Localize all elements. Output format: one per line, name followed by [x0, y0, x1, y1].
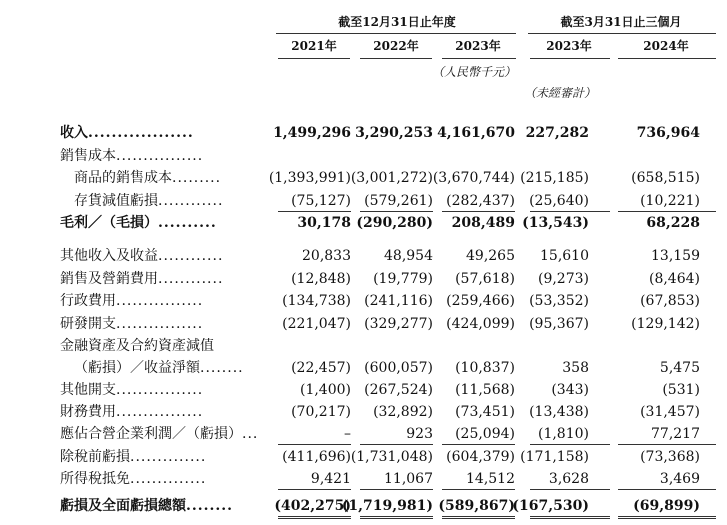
group-header-q1-rule [528, 33, 716, 34]
row-leader-dots: ................ [116, 382, 204, 398]
value-cell: (9,273) [537, 271, 589, 287]
value-cell: (171,158) [520, 449, 589, 465]
row-leader-dots: ................ [116, 293, 204, 309]
value-cell: (1,393,991) [268, 170, 351, 186]
value-cell: 358 [562, 360, 589, 376]
total-double-rule [530, 516, 610, 519]
year-header-2023: 2023年 [455, 39, 501, 53]
value-cell: (25,094) [455, 426, 515, 442]
year-header-2023-q1: 2023年 [546, 39, 592, 53]
value-cell: (69,899) [633, 498, 700, 514]
value-cell: 227,282 [525, 125, 589, 141]
row-label-text: 行政費用 [60, 293, 116, 309]
value-cell: 3,469 [659, 471, 700, 487]
subtotal-rule [278, 489, 351, 490]
total-double-rule [278, 516, 351, 519]
value-cell: (604,379) [446, 449, 515, 465]
group-header-q1: 截至3月31日止三個月 [560, 15, 682, 29]
value-cell: (31,457) [640, 404, 700, 420]
row-label-text: 銷售成本 [60, 148, 116, 164]
row-label-text: 所得稅抵免 [60, 471, 130, 487]
value-cell: (531) [662, 382, 700, 398]
year-header-2021: 2021年 [291, 39, 337, 53]
group-header-fy: 截至12月31日止年度 [338, 15, 456, 29]
table-row [0, 495, 727, 517]
value-cell: (579,261) [364, 193, 433, 209]
row-label-text: 除稅前虧損 [60, 449, 130, 465]
value-cell: (73,368) [640, 449, 700, 465]
value-cell: 9,421 [310, 471, 351, 487]
value-cell: (25,640) [529, 193, 589, 209]
year-rule-2023 [442, 58, 516, 59]
value-cell: (134,738) [282, 293, 351, 309]
row-leader-dots: .......... [158, 215, 217, 231]
value-cell: (13,543) [522, 215, 589, 231]
value-cell: 736,964 [636, 125, 700, 141]
subtotal-rule [442, 444, 515, 445]
value-cell: (95,367) [529, 316, 589, 332]
value-cell: (1,719,981) [341, 498, 433, 514]
value-cell: (10,837) [455, 360, 515, 376]
value-cell: (215,185) [520, 170, 589, 186]
value-cell: (3,001,272) [350, 170, 433, 186]
year-rule-2024-q1 [618, 58, 716, 59]
subtotal-rule [360, 489, 433, 490]
subtotal-rule [278, 444, 351, 445]
value-cell: 20,833 [302, 248, 351, 264]
row-label-text: 銷售及營銷費用 [60, 271, 158, 287]
row-leader-dots: ................ [116, 316, 204, 332]
value-cell: (1,400) [299, 382, 351, 398]
table-row [0, 290, 727, 312]
value-cell: 14,512 [466, 471, 515, 487]
value-cell: (3,670,744) [432, 170, 515, 186]
unaudited-note: （未經審計） [524, 86, 597, 100]
value-cell: (267,524) [364, 382, 433, 398]
value-cell: 4,161,670 [437, 125, 515, 141]
value-cell: (329,277) [364, 316, 433, 332]
value-cell: (11,568) [455, 382, 515, 398]
year-rule-2023-q1 [530, 58, 610, 59]
value-cell: (1,810) [537, 426, 589, 442]
value-cell: (22,457) [291, 360, 351, 376]
year-rule-2021 [278, 58, 350, 59]
row-label-text: 其他收入及收益 [60, 248, 158, 264]
table-row [0, 167, 727, 189]
value-cell: 11,067 [384, 471, 433, 487]
row-label-text: 財務費用 [60, 404, 116, 420]
row-label-text: 研發開支 [60, 316, 116, 332]
row-leader-dots: ... [242, 426, 259, 442]
value-cell: 3,290,253 [355, 125, 433, 141]
value-cell: 49,265 [466, 248, 515, 264]
row-leader-dots: .................. [88, 125, 194, 141]
group-header-fy-rule [276, 33, 516, 34]
value-cell: (343) [551, 382, 589, 398]
currency-note: （人民幣千元） [432, 65, 517, 79]
row-leader-dots: .............. [130, 471, 207, 487]
value-cell: (282,437) [446, 193, 515, 209]
value-cell: (73,451) [455, 404, 515, 420]
row-leader-dots: ............ [158, 248, 224, 264]
row-label-text: 金融資產及合約資產減值 [60, 338, 214, 354]
subtotal-rule [618, 489, 716, 490]
table-row [0, 212, 727, 234]
table-row [0, 446, 727, 468]
row-label-text: （虧損）／收益淨額 [74, 360, 200, 376]
table-row [0, 313, 727, 335]
value-cell [479, 335, 589, 357]
row-leader-dots: ............ [158, 193, 224, 209]
row-leader-dots: ......... [172, 170, 222, 186]
table-row [0, 379, 727, 401]
value-cell: (402,275) [274, 498, 351, 514]
value-cell: 15,610 [540, 248, 589, 264]
subtotal-rule [530, 489, 610, 490]
table-row [0, 335, 727, 357]
row-leader-dots: ........ [186, 498, 233, 514]
row-label-text: 毛利／（毛損） [60, 215, 158, 231]
subtotal-rule [360, 444, 433, 445]
value-cell: 68,228 [646, 215, 700, 231]
total-double-rule [360, 516, 433, 519]
table-row [0, 423, 727, 445]
value-cell: (290,280) [356, 215, 433, 231]
total-double-rule [442, 516, 515, 519]
row-label-text: 商品的銷售成本 [74, 170, 172, 186]
value-cell: (589,867) [438, 498, 515, 514]
value-cell: 3,628 [548, 471, 589, 487]
value-cell: (658,515) [631, 170, 700, 186]
year-header-2022: 2022年 [373, 39, 419, 53]
value-cell: (129,142) [631, 316, 700, 332]
value-cell [479, 145, 589, 167]
row-label-text: 應佔合營企業利潤／（虧損） [60, 426, 242, 442]
value-cell: 30,178 [297, 215, 351, 231]
value-cell: (221,047) [282, 316, 351, 332]
value-cell: (57,618) [455, 271, 515, 287]
value-cell: (75,127) [291, 193, 351, 209]
value-cell: 13,159 [651, 248, 700, 264]
value-cell: (411,696) [282, 449, 351, 465]
value-cell: (70,217) [291, 404, 351, 420]
row-leader-dots: ........ [200, 360, 244, 376]
row-leader-dots: ............ [158, 271, 224, 287]
value-cell: (8,464) [648, 271, 700, 287]
table-row [0, 122, 727, 144]
row-leader-dots: ................ [116, 404, 204, 420]
value-cell: 208,489 [451, 215, 515, 231]
value-cell: 48,954 [384, 248, 433, 264]
value-cell: 923 [406, 426, 433, 442]
table-row [0, 468, 727, 490]
row-leader-dots: .............. [130, 449, 207, 465]
value-cell: (600,057) [364, 360, 433, 376]
value-cell: (12,848) [291, 271, 351, 287]
value-cell: 77,217 [651, 426, 700, 442]
value-cell: (10,221) [640, 193, 700, 209]
value-cell [590, 335, 700, 357]
row-label-text: 收入 [60, 125, 88, 141]
value-cell: (13,438) [529, 404, 589, 420]
row-label-text: 存貨減值虧損 [74, 193, 158, 209]
value-cell: 1,499,296 [273, 125, 351, 141]
row-label-text: 虧損及全面虧損總額 [60, 498, 186, 514]
value-cell: 5,475 [659, 360, 700, 376]
value-cell: (19,779) [373, 271, 433, 287]
value-cell: (53,352) [529, 293, 589, 309]
value-cell: (1,731,048) [350, 449, 433, 465]
row-leader-dots: ................ [116, 148, 204, 164]
value-cell: – [344, 426, 351, 442]
value-cell: (424,099) [446, 316, 515, 332]
table-row [0, 245, 727, 267]
value-cell [590, 145, 700, 167]
value-cell: (67,853) [640, 293, 700, 309]
table-row [0, 145, 727, 167]
row-label-text: 其他開支 [60, 382, 116, 398]
table-row [0, 190, 727, 212]
value-cell: (259,466) [446, 293, 515, 309]
table-row [0, 357, 727, 379]
year-header-2024-q1: 2024年 [643, 39, 689, 53]
total-double-rule [618, 516, 716, 519]
value-cell: (32,892) [373, 404, 433, 420]
subtotal-rule [442, 489, 515, 490]
table-row [0, 268, 727, 290]
value-cell: (167,530) [512, 498, 589, 514]
table-row [0, 401, 727, 423]
subtotal-rule [618, 444, 716, 445]
subtotal-rule [530, 444, 610, 445]
value-cell: (241,116) [364, 293, 433, 309]
year-rule-2022 [360, 58, 432, 59]
